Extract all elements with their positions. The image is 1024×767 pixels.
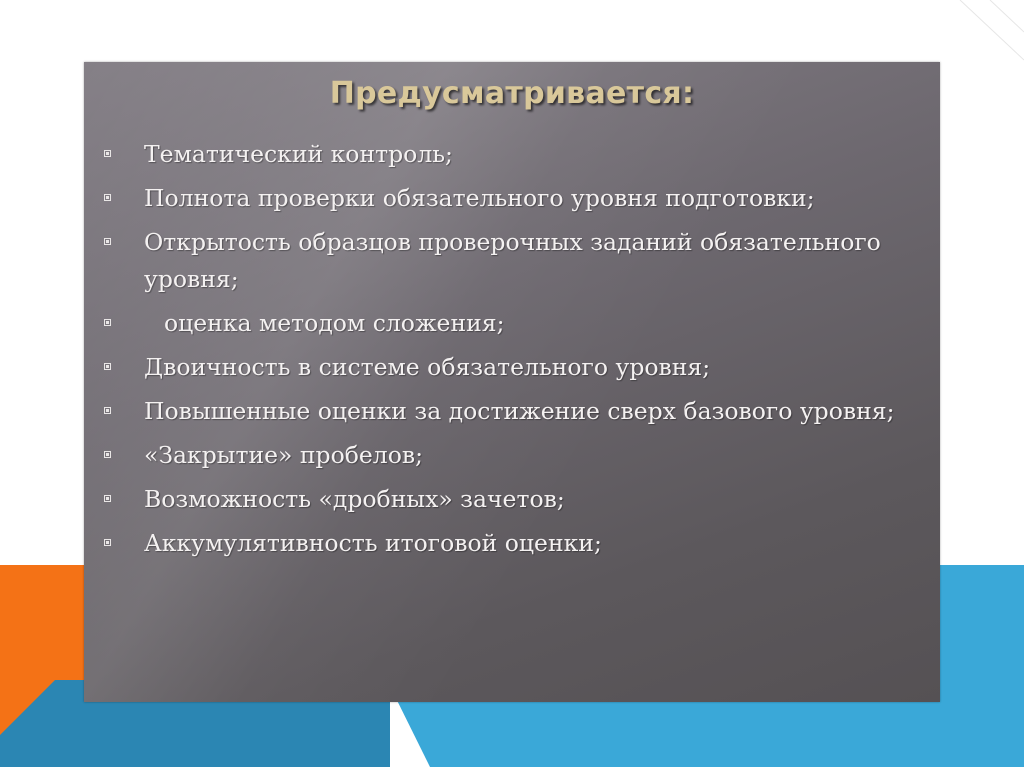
list-item-text: «Закрытие» пробелов; — [144, 441, 424, 469]
square-bullet-icon — [104, 539, 111, 546]
square-bullet-icon — [104, 495, 111, 502]
square-bullet-icon — [104, 363, 111, 370]
square-bullet-icon — [104, 194, 111, 201]
list-item-text: Тематический контроль; — [144, 140, 453, 168]
list-item-text: оценка методом сложения; — [164, 309, 505, 337]
list-item — [98, 349, 928, 386]
list-item — [98, 525, 928, 562]
bullet-list — [98, 136, 928, 569]
page-curl-line — [990, 0, 1024, 32]
slide-panel — [84, 62, 940, 702]
list-item — [98, 437, 928, 474]
page-curl-line — [960, 0, 1024, 60]
list-item-text: Полнота проверки обязательного уровня подготовки; — [144, 184, 815, 212]
square-bullet-icon — [104, 238, 111, 245]
list-item-text: Открытость образцов проверочных заданий обязательного уровня; — [144, 228, 881, 293]
list-item-text: Возможность «дробных» зачетов; — [144, 485, 565, 513]
list-item — [98, 180, 928, 217]
list-item — [98, 393, 928, 430]
list-item — [98, 481, 928, 518]
square-bullet-icon — [104, 150, 111, 157]
square-bullet-icon — [104, 319, 111, 326]
square-bullet-icon — [104, 451, 111, 458]
list-item — [98, 305, 928, 342]
list-item-text: Повышенные оценки за достижение сверх базового уровня; — [144, 397, 895, 425]
list-item-text: Аккумулятивность итоговой оценки; — [144, 529, 602, 557]
list-item — [98, 224, 928, 298]
slide-title: Предусматривается: — [329, 76, 695, 111]
list-item-text: Двоичность в системе обязательного уровня; — [144, 353, 711, 381]
square-bullet-icon — [104, 407, 111, 414]
list-item — [98, 136, 928, 173]
